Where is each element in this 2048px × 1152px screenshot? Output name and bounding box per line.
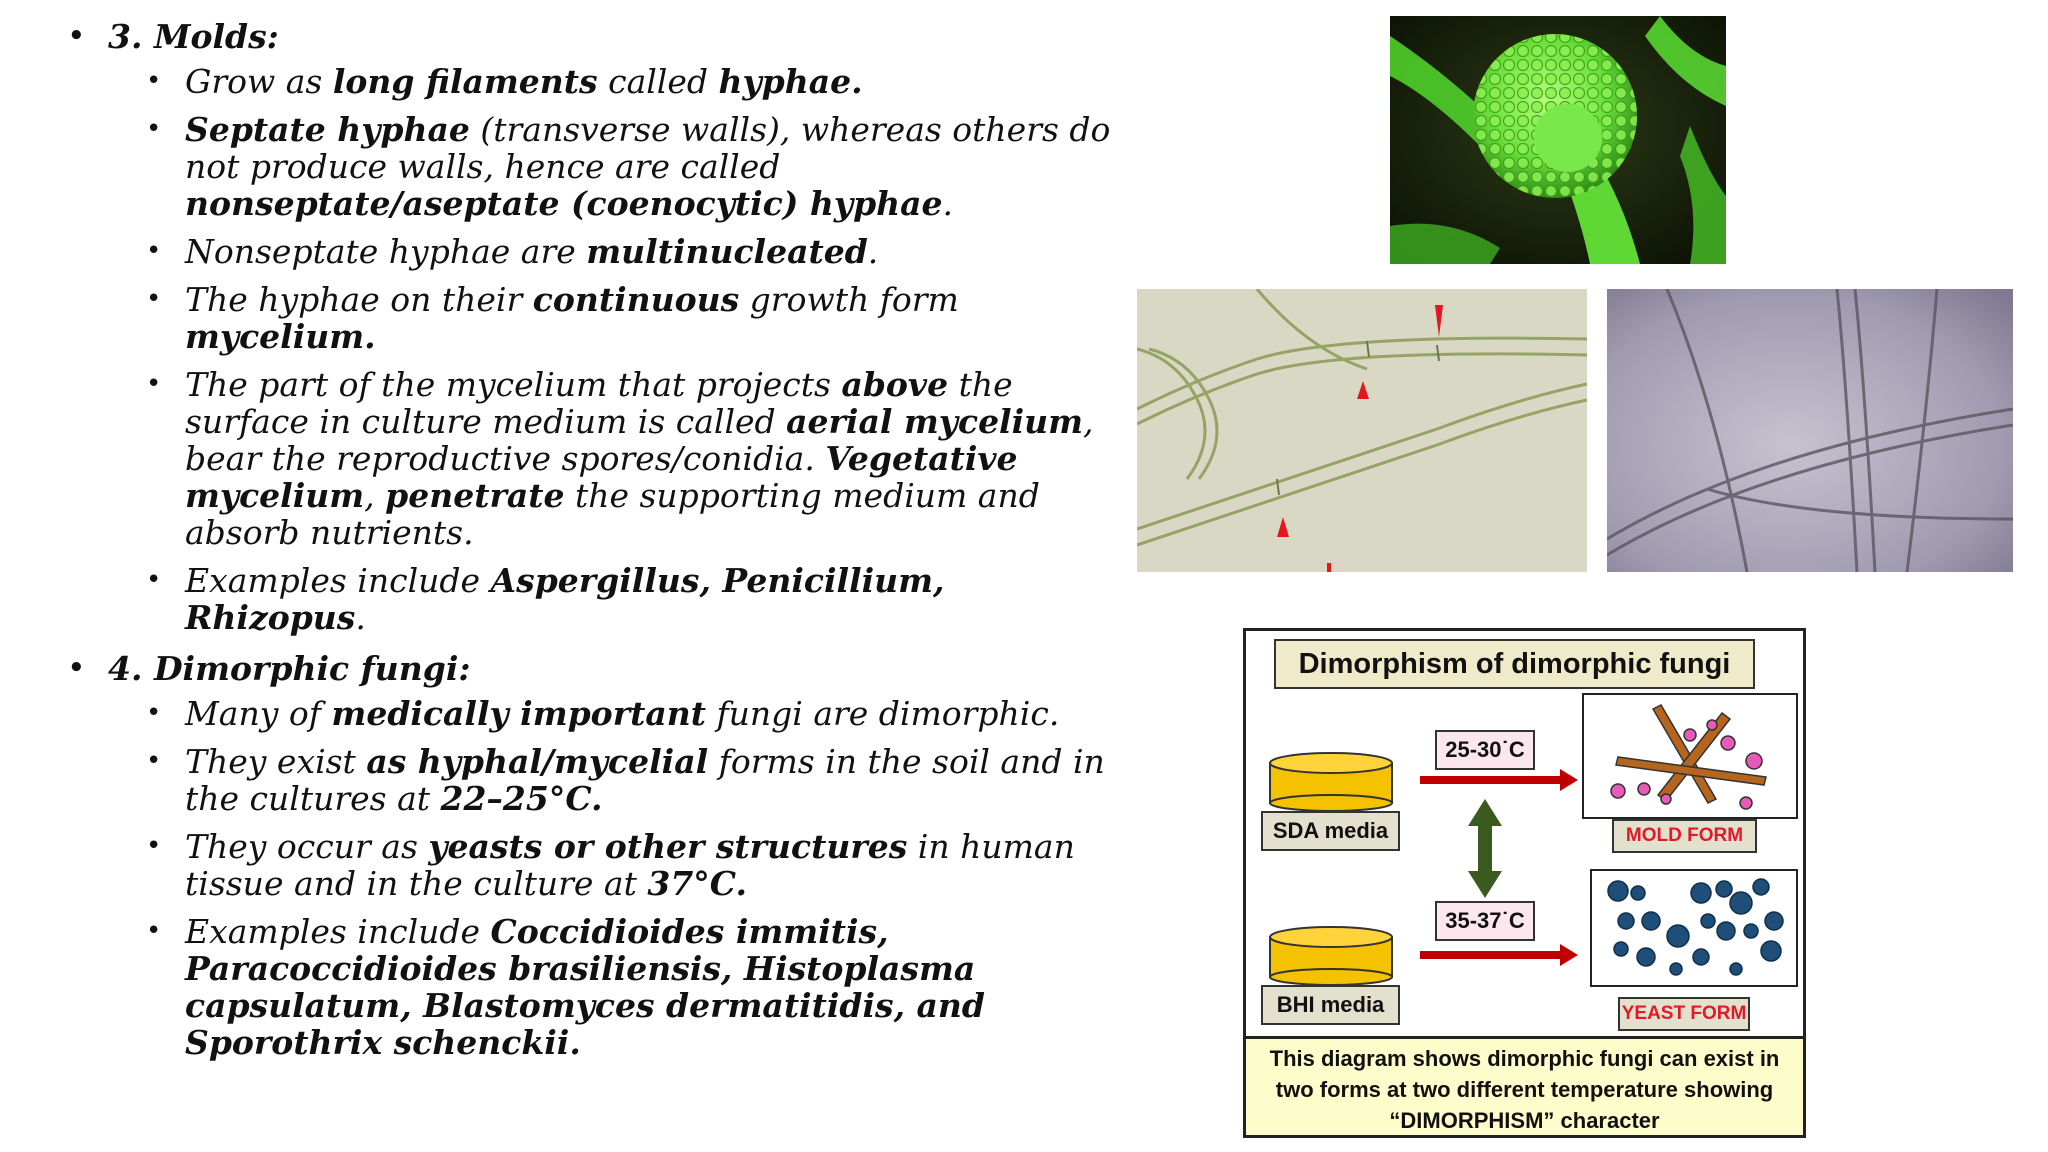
caption-line: “DIMORPHISM” character [1389, 1108, 1660, 1133]
text-run: the surface in culture medium is called [185, 365, 1013, 441]
text-run: They exist [185, 742, 367, 781]
arrow-right-bottom-icon [1420, 944, 1578, 966]
yeast-form-label: YEAST FORM [1618, 997, 1750, 1031]
list-item [185, 743, 1128, 817]
text-run: The hyphae on their [185, 280, 533, 319]
bold-run: multinucleated [586, 232, 868, 271]
section-title-dimorphic: • 4. Dimorphic fungi: [68, 650, 1128, 687]
bold-run: as hyphal/mycelial [366, 742, 709, 781]
bold-run: Septate hyphae [185, 110, 470, 149]
list-item [185, 913, 1128, 1061]
text-run: called [597, 62, 719, 101]
dimorphic-bullet-list [68, 695, 1128, 1061]
bold-run: yeasts or other structures [428, 827, 908, 866]
text-run: in human tissue and in the culture at [185, 827, 1075, 903]
bold-run: long filaments [332, 62, 598, 101]
text-run: They occur as [185, 827, 429, 866]
sda-media-label: SDA media [1261, 811, 1400, 851]
diagram-caption [1246, 1036, 1803, 1135]
septate-hyphae-micrograph [1137, 289, 1587, 572]
text-run: The part of the mycelium that projects [185, 365, 842, 404]
bold-run: above [841, 365, 949, 404]
bold-run: nonseptate/aseptate (coenocytic) hyphae [185, 184, 943, 223]
aspergillus-sem-photo [1390, 16, 1726, 264]
aseptate-hyphae-image [1607, 289, 2013, 572]
list-item [185, 695, 1128, 732]
text-run: Many of [185, 694, 332, 733]
text-run: Grow as [185, 62, 333, 101]
mold-form-label: MOLD FORM [1612, 819, 1757, 853]
arrow-right-top-icon [1420, 769, 1578, 791]
text-column [68, 18, 1128, 1075]
list-item [185, 562, 1128, 636]
bhi-petri-dish-icon [1270, 927, 1392, 985]
text-run: Examples include [185, 561, 491, 600]
text-run: . [867, 232, 879, 271]
bold-run: 37°C. [647, 864, 747, 903]
diagram-title: Dimorphism of dimorphic fungi [1274, 639, 1755, 689]
dimorphism-diagram [1243, 628, 1806, 1138]
bold-run: Coccidioides immitis, Paracoccidioides brasiliensis, Histoplasma capsulatum, Blastomyces dermatitidis, and Sporothrix schenckii. [185, 912, 985, 1062]
list-item [185, 63, 1128, 100]
caption-line: two forms at two different temperature showing [1275, 1077, 1774, 1102]
bhi-media-label: BHI media [1261, 985, 1400, 1025]
text-run: . [942, 184, 954, 223]
bold-run: penetrate [385, 476, 565, 515]
bold-run: mycelium. [185, 317, 376, 356]
aspergillus-sem-image [1390, 16, 1726, 264]
text-run: fungi are dimorphic. [705, 694, 1060, 733]
caption-line: This diagram shows dimorphic fungi can exist in [1269, 1046, 1780, 1071]
text-run: Nonseptate hyphae are [185, 232, 587, 271]
bold-run: medically important [331, 694, 706, 733]
bold-run: aerial mycelium [786, 402, 1084, 441]
list-item [185, 828, 1128, 902]
bold-run: hyphae. [718, 62, 863, 101]
molds-bullet-list [68, 63, 1128, 636]
double-arrow-vertical-icon [1468, 799, 1502, 898]
section-molds [68, 18, 1128, 636]
list-item [185, 366, 1128, 551]
text-run: . [355, 598, 366, 637]
septate-hyphae-image [1137, 289, 1587, 572]
text-run: Examples include [185, 912, 491, 951]
aseptate-hyphae-micrograph [1607, 289, 2013, 572]
text-run: growth form [739, 280, 959, 319]
bold-run: 22–25°C. [440, 779, 603, 818]
text-run: , bear the reproductive spores/conidia. [185, 402, 1094, 478]
text-run: forms in the soil and in the cultures at [185, 742, 1105, 818]
temp-label-bottom: 35-37˙C [1435, 901, 1535, 941]
bold-run: continuous [532, 280, 740, 319]
list-item [185, 111, 1128, 222]
text-run: , [364, 476, 386, 515]
list-item [185, 233, 1128, 270]
list-item [185, 281, 1128, 355]
temp-label-top: 25-30˙C [1435, 730, 1535, 770]
text-run: (transverse walls), whereas others do not produce walls, hence are called [185, 110, 1111, 186]
section-title-molds: • 3. Molds: [68, 18, 1128, 55]
text-run: the supporting medium and absorb nutrients. [185, 476, 1040, 552]
bold-run: Vegetative mycelium [185, 439, 1018, 515]
section-dimorphic-fungi [68, 650, 1128, 1061]
bold-run: Aspergillus, Penicillium, Rhizopus [185, 561, 945, 637]
sda-petri-dish-icon [1270, 753, 1392, 811]
